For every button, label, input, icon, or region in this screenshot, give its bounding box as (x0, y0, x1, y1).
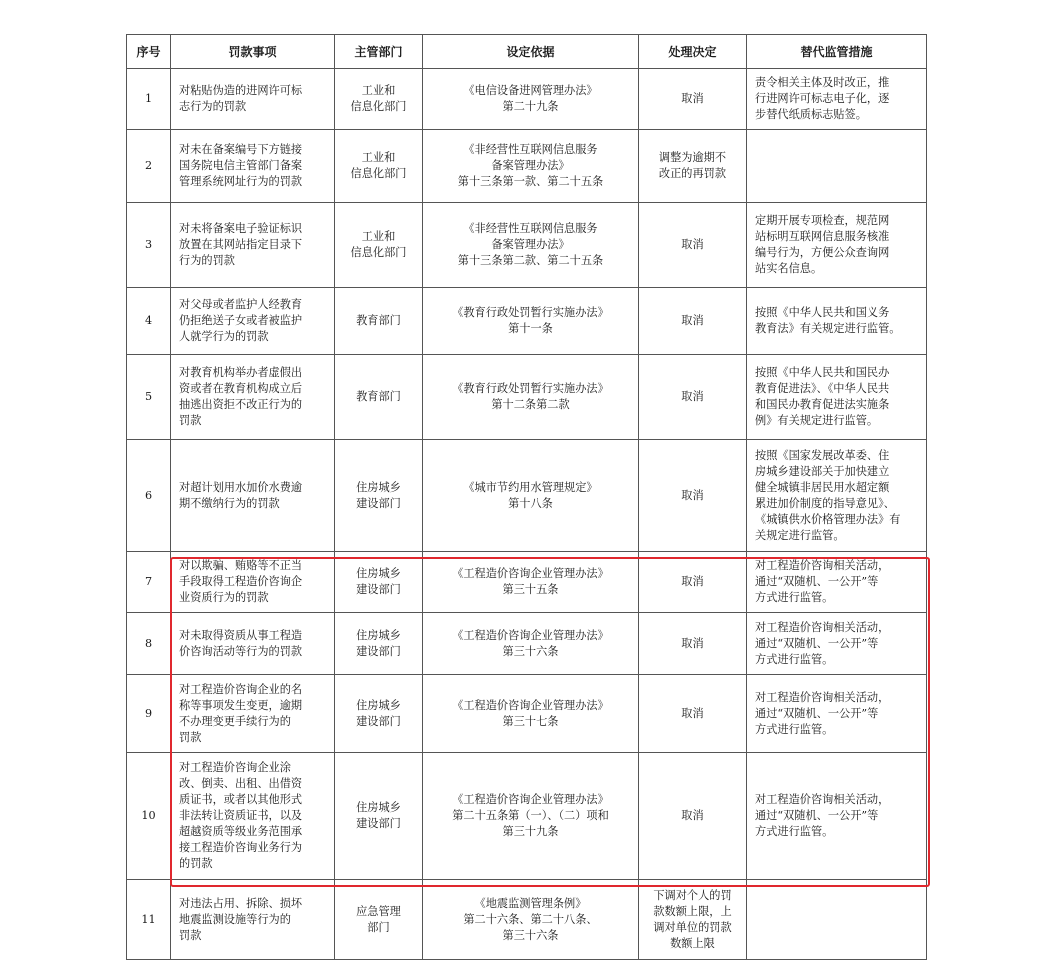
cell-text-line: 国务院电信主管部门备案 (179, 159, 303, 172)
cell-text-line: 第三十五条 (502, 583, 559, 596)
cell-text-line: 手段取得工程造价咨询企 (179, 575, 303, 588)
cell-text-line: 工业和 (361, 230, 396, 243)
fine-item-cell (171, 203, 335, 288)
cell-text-line: 对未在备案编号下方链接 (179, 143, 303, 156)
serial-number-cell: 8 (127, 613, 171, 675)
cell-text-line: 部门 (367, 920, 390, 934)
alternative-measures-cell (747, 613, 927, 675)
table-row (127, 675, 927, 753)
cell-text-line: 住房城乡 (356, 801, 401, 814)
cell-text-line: 罚款 (179, 414, 202, 427)
cell-text-line: 《工程造价咨询企业管理办法》 (452, 698, 609, 712)
cell-text-line: 对工程造价咨询相关活动， (755, 620, 890, 634)
cell-text-line: 取消 (681, 314, 704, 327)
cell-text-line: 住房城乡 (356, 567, 401, 580)
serial-number-cell: 9 (127, 675, 171, 753)
cell-text-line: 下调对个人的罚 (653, 888, 732, 902)
cell-text-line: 第三十七条 (502, 714, 559, 728)
alternative-measures-cell (747, 69, 927, 130)
cell-text-line: 调整为逾期不 (658, 151, 727, 164)
legal-basis-cell (423, 355, 639, 440)
serial-number-cell: 3 (127, 203, 171, 288)
cell-text-line: 《工程造价咨询企业管理办法》 (452, 793, 609, 806)
cell-text-line: 对工程造价咨询相关活动， (755, 793, 890, 806)
cell-text-line: 罚款 (179, 928, 202, 942)
cell-text-line: 建设部门 (356, 644, 401, 658)
cell-text-line: 放置在其网站指定目录下 (179, 238, 303, 251)
cell-text-line: 取消 (681, 636, 704, 650)
cell-text-line: 的罚款 (179, 857, 213, 870)
fine-item-cell (171, 440, 335, 552)
cell-text-line: 取消 (681, 238, 704, 251)
decision-cell (639, 130, 747, 203)
table-row (127, 880, 927, 960)
table-row (127, 753, 927, 880)
cell-text-line: 取消 (681, 92, 704, 105)
cell-text-line: 第三十六条 (502, 644, 559, 658)
cell-text-line: 通过“双随机、一公开”等 (755, 706, 879, 720)
cell-text-line: 称等事项发生变更，逾期 (179, 698, 303, 712)
cell-text-line: 备案管理办法》 (491, 238, 570, 251)
cell-text-line: 对父母或者监护人经教育 (179, 298, 303, 311)
header-decision: 处理决定 (639, 35, 747, 69)
cell-text-line: 通过“双随机、一公开”等 (755, 809, 879, 822)
legal-basis-cell (423, 675, 639, 753)
serial-number-cell: 4 (127, 288, 171, 355)
alternative-measures-cell (747, 288, 927, 355)
department-cell (335, 355, 423, 440)
decision-cell (639, 613, 747, 675)
cell-text-line: 行为的罚款 (179, 254, 235, 267)
legal-basis-cell (423, 552, 639, 613)
cell-text-line: 备案管理办法》 (491, 159, 570, 172)
cell-text-line: 站标明互联网信息服务核准 (755, 230, 890, 243)
cell-text-line: 责令相关主体及时改正，推 (755, 76, 890, 89)
department-cell (335, 203, 423, 288)
cell-text-line: 罚款 (179, 730, 202, 744)
cell-text-line: 教育法》有关规定进行监管。 (755, 322, 901, 335)
decision-cell (639, 69, 747, 130)
cell-text-line: 按照《国家发展改革委、住 (755, 448, 890, 462)
cell-text-line: 通过“双随机、一公开”等 (755, 575, 879, 588)
cell-text-line: 方式进行监管。 (755, 591, 834, 604)
serial-number-cell: 1 (127, 69, 171, 130)
cell-text-line: 对工程造价咨询相关活动， (755, 690, 890, 704)
cell-text-line: 住房城乡 (356, 480, 401, 494)
cell-text-line: 业资质行为的罚款 (179, 591, 269, 604)
decision-cell (639, 880, 747, 960)
cell-text-line: 《城市节约用水管理规定》 (463, 480, 598, 494)
cell-text-line: 第二十九条 (502, 100, 559, 113)
cell-text-line: 第三十六条 (502, 928, 559, 942)
table-row (127, 130, 927, 203)
cell-text-line: 价咨询活动等行为的罚款 (179, 644, 303, 658)
decision-cell (639, 355, 747, 440)
department-cell (335, 675, 423, 753)
cell-text-line: 《工程造价咨询企业管理办法》 (452, 628, 609, 642)
table-row (127, 288, 927, 355)
cell-text-line: 信息化部门 (350, 167, 407, 180)
decision-cell (639, 440, 747, 552)
cell-text-line: 第十一条 (508, 322, 553, 335)
cell-text-line: 建设部门 (356, 583, 401, 596)
cell-text-line: 教育促进法》、《中华人民共 (755, 382, 890, 395)
cell-text-line: 对粘贴伪造的进网许可标 (179, 84, 303, 97)
cell-text-line: 建设部门 (356, 817, 401, 830)
decision-cell (639, 675, 747, 753)
alternative-measures-cell (747, 552, 927, 613)
cell-text-line: 对工程造价咨询企业的名 (179, 682, 303, 696)
cell-text-line: 关规定进行监管。 (755, 528, 845, 542)
fine-item-cell (171, 69, 335, 130)
fine-item-cell (171, 753, 335, 880)
table-row (127, 203, 927, 288)
cell-text-line: 定期开展专项检查，规范网 (755, 214, 890, 227)
cell-text-line: 编号行为，方便公众查询网 (755, 246, 890, 259)
cell-text-line: 取消 (681, 809, 704, 822)
cell-text-line: 对以欺骗、贿赂等不正当 (179, 559, 303, 572)
serial-number-cell: 7 (127, 552, 171, 613)
cell-text-line: 接工程造价咨询业务行为 (179, 841, 303, 854)
cell-text-line: 《工程造价咨询企业管理办法》 (452, 567, 609, 580)
cell-text-line: 教育部门 (356, 390, 401, 403)
cell-text-line: 《非经营性互联网信息服务 (463, 222, 598, 235)
decision-cell (639, 288, 747, 355)
cell-text-line: 对工程造价咨询相关活动， (755, 559, 890, 572)
cell-text-line: 《城镇供水价格管理办法》有 (755, 512, 901, 526)
table-row (127, 613, 927, 675)
cell-text-line: 取消 (681, 706, 704, 720)
cell-text-line: 取消 (681, 575, 704, 588)
cell-text-line: 管理系统网址行为的罚款 (179, 175, 303, 188)
header-legal-basis: 设定依据 (423, 35, 639, 69)
cell-text-line: 行进网许可标志电子化，逐 (755, 92, 890, 105)
cell-text-line: 第十八条 (508, 496, 553, 510)
cell-text-line: 对未取得资质从事工程造 (179, 628, 303, 642)
serial-number-cell: 5 (127, 355, 171, 440)
legal-basis-cell (423, 69, 639, 130)
cell-text-line: 信息化部门 (350, 246, 407, 259)
department-cell (335, 753, 423, 880)
fine-items-table (126, 34, 927, 960)
legal-basis-cell (423, 288, 639, 355)
cell-text-line: 仍拒绝送子女或者被监护 (179, 314, 303, 327)
cell-text-line: 对违法占用、拆除、损坏 (179, 896, 303, 910)
decision-cell (639, 203, 747, 288)
alternative-measures-cell (747, 675, 927, 753)
serial-number-cell: 6 (127, 440, 171, 552)
cell-text-line: 第十三条第一款、第二十五条 (457, 175, 604, 188)
cell-text-line: 对未将备案电子验证标识 (179, 222, 303, 235)
cell-text-line: 方式进行监管。 (755, 825, 834, 838)
alternative-measures-cell (747, 753, 927, 880)
fine-item-cell (171, 130, 335, 203)
department-cell (335, 880, 423, 960)
cell-text-line: 信息化部门 (350, 100, 407, 113)
cell-text-line: 第十三条第二款、第二十五条 (457, 254, 604, 267)
department-cell (335, 613, 423, 675)
cell-text-line: 超越资质等级业务范围承 (179, 825, 303, 838)
cell-text-line: 建设部门 (356, 714, 401, 728)
serial-number-cell: 10 (127, 753, 171, 880)
legal-basis-cell (423, 880, 639, 960)
cell-text-line: 非法转让资质证书，以及 (179, 809, 303, 822)
header-fine-item: 罚款事项 (171, 35, 335, 69)
cell-text-line: 按照《中华人民共和国义务 (755, 306, 890, 319)
cell-text-line: 志行为的罚款 (179, 100, 247, 113)
department-cell (335, 288, 423, 355)
cell-text-line: 第十二条第二款 (491, 398, 570, 411)
cell-text-line: 工业和 (361, 84, 396, 97)
cell-text-line: 健全城镇非居民用水超定额 (755, 480, 890, 494)
cell-text-line: 工业和 (361, 151, 396, 164)
cell-text-line: 站实名信息。 (755, 262, 823, 275)
legal-basis-cell (423, 203, 639, 288)
cell-text-line: 《教育行政处罚暂行实施办法》 (452, 306, 609, 319)
alternative-measures-cell (747, 440, 927, 552)
cell-text-line: 抽逃出资拒不改正行为的 (179, 398, 303, 411)
table-row (127, 355, 927, 440)
cell-text-line: 累进加价制度的指导意见》、 (755, 496, 895, 510)
decision-cell (639, 552, 747, 613)
alternative-measures-cell (747, 880, 927, 960)
cell-text-line: 资或者在教育机构成立后 (179, 382, 303, 395)
cell-text-line: 房城乡建设部关于加快建立 (755, 464, 890, 478)
cell-text-line: 调对单位的罚款 (653, 920, 732, 934)
cell-text-line: 地震监测设施等行为的 (179, 912, 291, 926)
cell-text-line: 改、倒卖、出租、出借资 (179, 777, 303, 790)
cell-text-line: 方式进行监管。 (755, 652, 834, 666)
department-cell (335, 552, 423, 613)
table-row (127, 69, 927, 130)
table-header-row (127, 35, 927, 69)
fine-item-cell (171, 288, 335, 355)
serial-number-cell: 2 (127, 130, 171, 203)
table-row (127, 440, 927, 552)
fine-item-cell (171, 675, 335, 753)
alternative-measures-cell (747, 203, 927, 288)
cell-text-line: 数额上限 (670, 936, 715, 950)
table-row (127, 552, 927, 613)
header-alternative-measures: 替代监管措施 (747, 35, 927, 69)
cell-text-line: 质证书，或者以其他形式 (179, 793, 303, 806)
cell-text-line: 取消 (681, 488, 704, 502)
serial-number-cell: 11 (127, 880, 171, 960)
cell-text-line: 《电信设备进网管理办法》 (463, 84, 598, 97)
cell-text-line: 应急管理 (356, 904, 401, 918)
cell-text-line: 按照《中华人民共和国民办 (755, 366, 890, 379)
cell-text-line: 取消 (681, 390, 704, 403)
fine-item-cell (171, 355, 335, 440)
cell-text-line: 改正的再罚款 (658, 167, 727, 180)
cell-text-line: 教育部门 (356, 314, 401, 327)
legal-basis-cell (423, 753, 639, 880)
alternative-measures-cell (747, 130, 927, 203)
cell-text-line: 和国民办教育促进法实施条 (755, 398, 890, 411)
header-serial-number: 序号 (127, 35, 171, 69)
legal-basis-cell (423, 613, 639, 675)
cell-text-line: 例》有关规定进行监管。 (755, 414, 879, 427)
cell-text-line: 步替代纸质标志贴签。 (755, 108, 867, 121)
fine-item-cell (171, 552, 335, 613)
cell-text-line: 建设部门 (356, 496, 401, 510)
fine-item-cell (171, 880, 335, 960)
cell-text-line: 对教育机构举办者虚假出 (179, 366, 303, 379)
decision-cell (639, 753, 747, 880)
department-cell (335, 440, 423, 552)
cell-text-line: 对超计划用水加价水费逾 (179, 480, 303, 494)
alternative-measures-cell (747, 355, 927, 440)
cell-text-line: 住房城乡 (356, 628, 401, 642)
cell-text-line: 对工程造价咨询企业涂 (179, 761, 291, 774)
cell-text-line: 《教育行政处罚暂行实施办法》 (452, 382, 609, 395)
cell-text-line: 住房城乡 (356, 698, 401, 712)
cell-text-line: 人就学行为的罚款 (179, 330, 269, 343)
department-cell (335, 69, 423, 130)
cell-text-line: 第二十五条第（一）、（二）项和 (452, 809, 609, 822)
legal-basis-cell (423, 440, 639, 552)
legal-basis-cell (423, 130, 639, 203)
fine-item-cell (171, 613, 335, 675)
cell-text-line: 期不缴纳行为的罚款 (179, 496, 280, 510)
cell-text-line: 不办理变更手续行为的 (179, 714, 291, 728)
cell-text-line: 第二十六条、第二十八条、 (463, 912, 598, 926)
department-cell (335, 130, 423, 203)
cell-text-line: 款数额上限，上 (653, 904, 732, 918)
cell-text-line: 方式进行监管。 (755, 722, 834, 736)
cell-text-line: 第三十九条 (502, 825, 559, 838)
table-body (127, 69, 927, 960)
cell-text-line: 通过“双随机、一公开”等 (755, 636, 879, 650)
header-department: 主管部门 (335, 35, 423, 69)
cell-text-line: 《地震监测管理条例》 (474, 896, 587, 910)
cell-text-line: 《非经营性互联网信息服务 (463, 143, 598, 156)
